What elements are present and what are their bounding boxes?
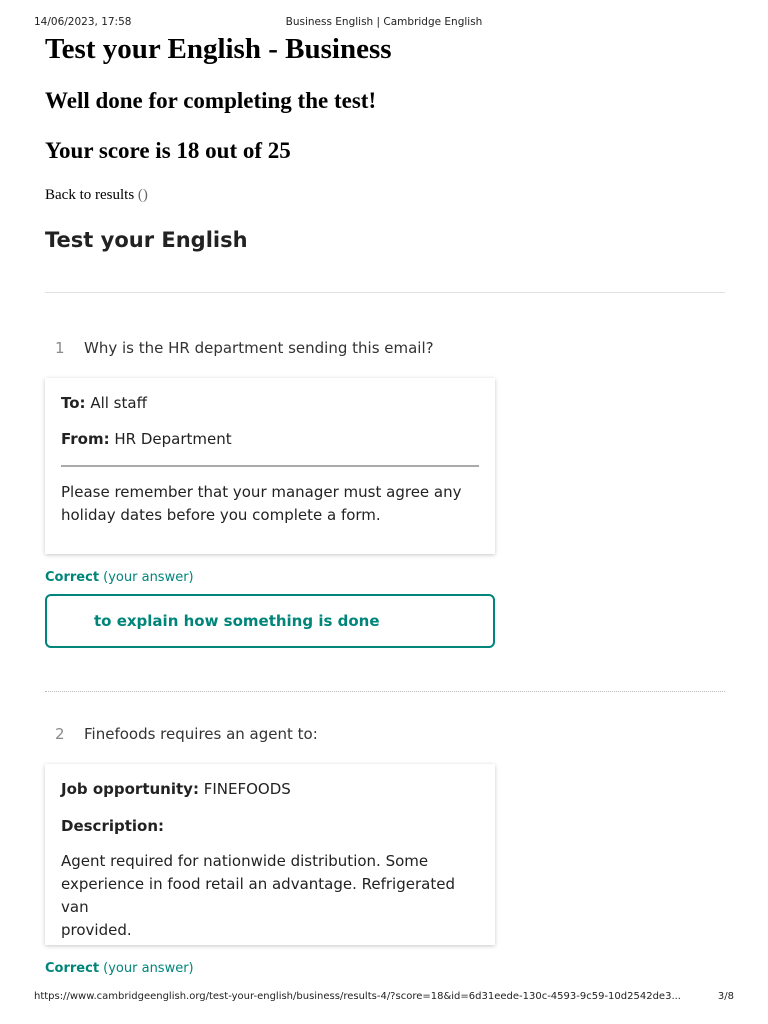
back-to-results-label: Back to results <box>45 187 135 203</box>
email-to-value: All staff <box>85 394 147 412</box>
print-page-number: 3/8 <box>717 991 734 1002</box>
result-correct-label: Correct <box>45 570 100 585</box>
result-correct-label: Correct <box>45 961 100 976</box>
print-url: https://www.cambridgeenglish.org/test-your-english/business/results-4/?score=18&id=6d31eede-130c-4593-9c59-10d2542de3... <box>34 991 681 1002</box>
question-text: Why is the HR department sending this email? <box>84 339 434 357</box>
job-ad-body-line: provided. <box>61 921 132 939</box>
email-to-line <box>61 394 147 412</box>
job-opportunity-value: FINEFOODS <box>198 780 291 798</box>
result-status <box>45 570 194 585</box>
job-ad-body-line: Agent required for nationwide distribution. Some <box>61 852 429 870</box>
print-header <box>34 16 734 30</box>
email-body-line: Please remember that your manager must agree any <box>61 483 462 501</box>
back-to-results-parens: () <box>137 187 148 203</box>
result-status <box>45 961 194 976</box>
job-opportunity-line <box>61 780 291 798</box>
print-page-title: Business English | Cambridge English <box>285 16 483 28</box>
email-from-line <box>61 430 232 448</box>
job-opportunity-label: Job opportunity: <box>61 780 199 798</box>
answer-text: to explain how something is done <box>94 612 380 630</box>
completion-message: Well done for completing the test! <box>45 88 377 113</box>
description-label: Description: <box>61 817 165 835</box>
email-body-line: holiday dates before you complete a form. <box>61 506 381 524</box>
job-ad-card <box>45 764 495 945</box>
question-number: 2 <box>55 725 65 743</box>
description-line <box>61 817 164 835</box>
print-datetime: 14/06/2023, 17:58 <box>34 16 132 28</box>
selected-answer-option[interactable] <box>45 594 495 648</box>
job-ad-body <box>61 850 479 942</box>
email-from-value: HR Department <box>109 430 232 448</box>
email-body <box>61 481 479 527</box>
email-card <box>45 378 495 554</box>
result-note: (your answer) <box>99 570 194 585</box>
email-to-label: To: <box>61 394 86 412</box>
section-title: Test your English <box>45 228 248 252</box>
email-header-rule <box>61 465 479 467</box>
job-ad-body-line: experience in food retail an advantage. Refrigerated van <box>61 875 455 916</box>
print-footer <box>34 991 734 1005</box>
page-title: Test your English - Business <box>45 33 392 65</box>
question-number: 1 <box>55 339 65 357</box>
result-note: (your answer) <box>99 961 194 976</box>
question-text: Finefoods requires an agent to: <box>84 725 318 743</box>
email-from-label: From: <box>61 430 110 448</box>
question-divider <box>45 691 725 692</box>
score-message: Your score is 18 out of 25 <box>45 138 291 163</box>
back-to-results-link[interactable] <box>45 187 148 204</box>
section-divider <box>45 292 725 293</box>
